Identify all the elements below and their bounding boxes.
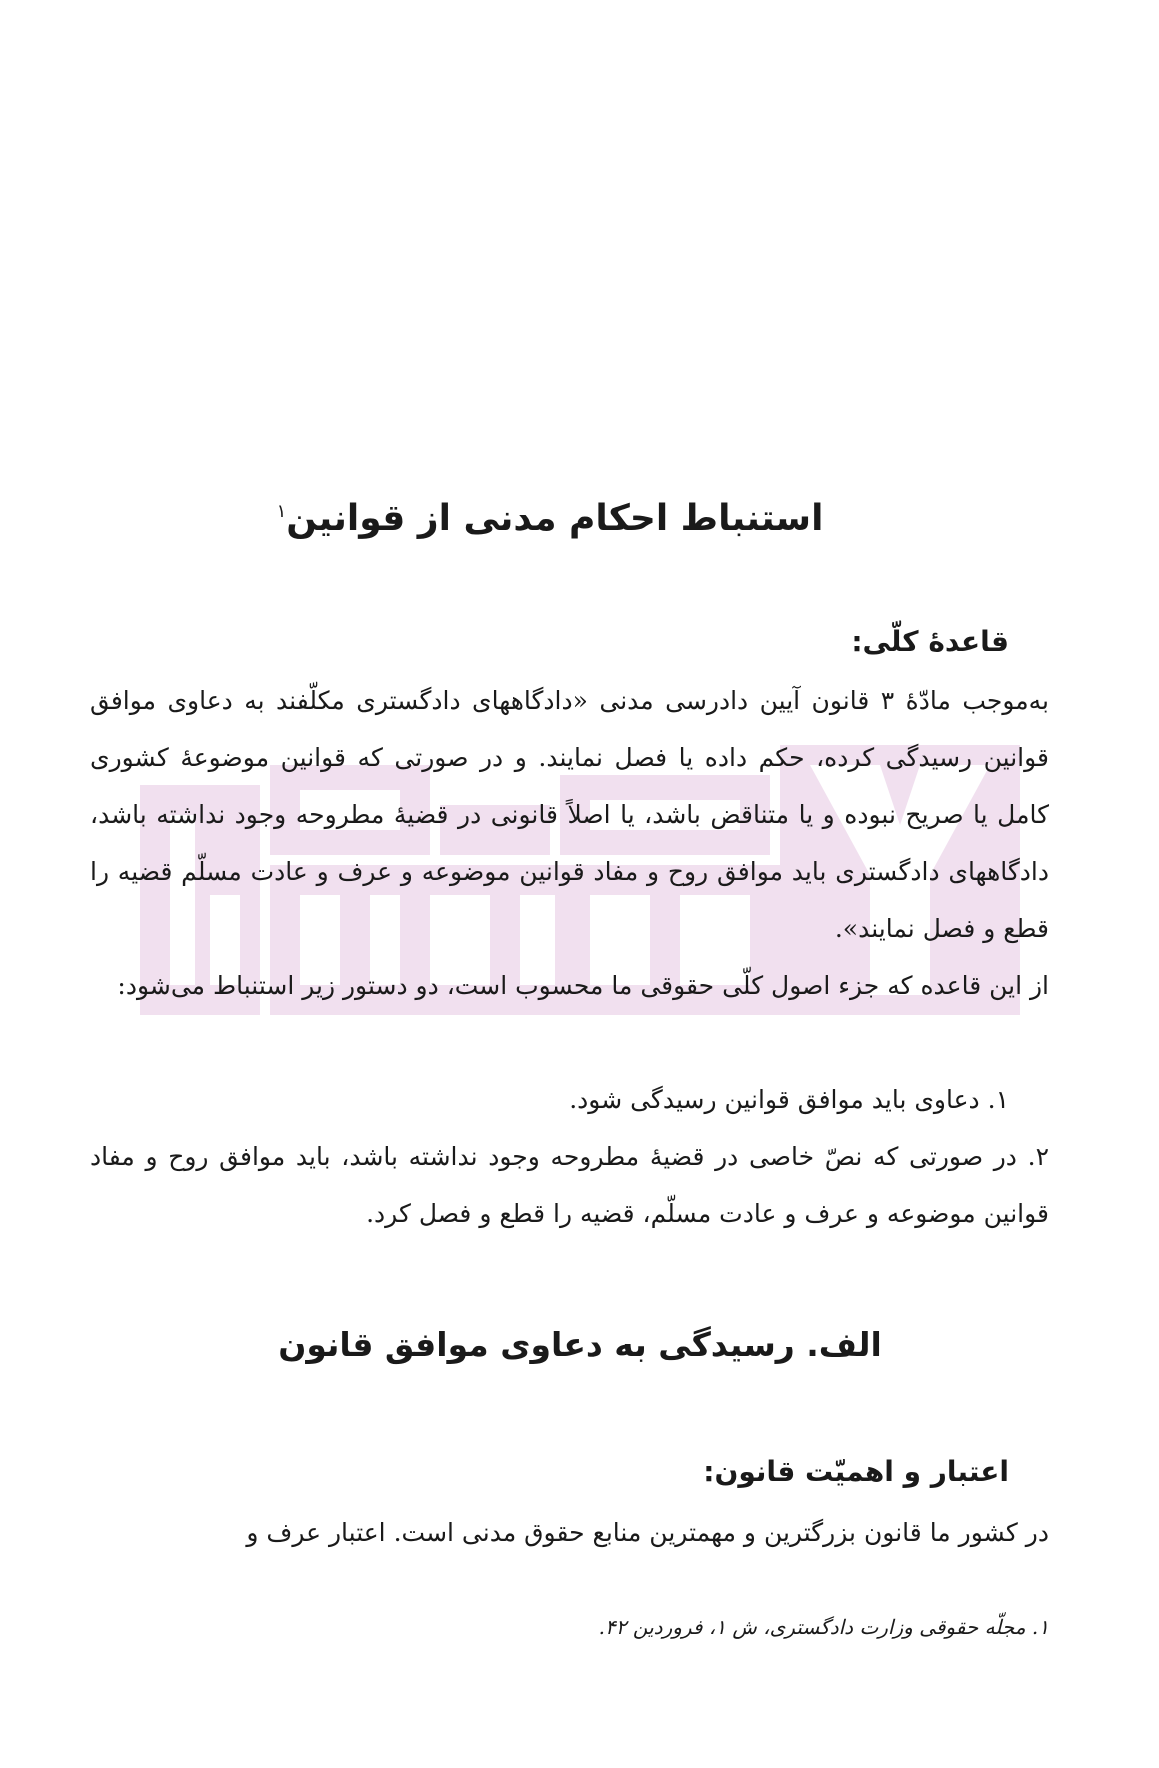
- general-rule-paragraph-2: از این قاعده که جزء اصول کلّی حقوقی ما محسوب است، دو دستور زیر استنباط می‌شود:: [117, 971, 1049, 1000]
- general-rule-heading: قاعدهٔ کلّی:: [851, 625, 1009, 658]
- footnote: ۱. مجلّه حقوقی وزارت دادگستری، ش ۱، فروردین ۴۲.: [598, 1615, 1049, 1639]
- section-a-paragraph: در کشور ما قانون بزرگترین و مهمترین منابع حقوق مدنی است. اعتبار عرف و: [246, 1518, 1049, 1547]
- page-title: [200, 498, 900, 539]
- rule-list-item-2: ۲. در صورتی که نصّ خاصی در قضیهٔ مطروحه وجود نداشته باشد، باید موافق روح و مفاد قوانین موضوعه و عرف و عادت مسلّم، قضیه را قطع و فصل کرد.: [90, 1142, 1049, 1228]
- section-a-title: الف. رسیدگی به دعاوی موافق قانون: [278, 1325, 882, 1364]
- title-footnote-marker: ۱: [276, 501, 287, 522]
- section-a-heading: اعتبار و اهمیّت قانون:: [703, 1455, 1009, 1488]
- rule-list-item-1: ۱. دعاوی باید موافق قوانین رسیدگی شود.: [569, 1085, 1009, 1114]
- page-title-text: استنباط احکام مدنی از قوانین: [286, 498, 824, 539]
- general-rule-paragraph: به‌موجب مادّهٔ ۳ قانون آیین دادرسی مدنی «دادگاههای دادگستری مکلّفند به دعاوی موافق قوانین رسیدگی کرده، حکم داده یا فصل نمایند. و در صورتی که قوانین موضوعهٔ کشوری کامل یا صریح نبوده و یا متناقض باشد، یا اصلاً قانونی در قضیهٔ مطروحه وجود نداشته باشد، دادگاههای دادگستری باید موافق روح و مفاد قوانین موضوعه و عرف و عادت مسلّم قضیه را قطع و فصل نمایند».: [90, 686, 1050, 943]
